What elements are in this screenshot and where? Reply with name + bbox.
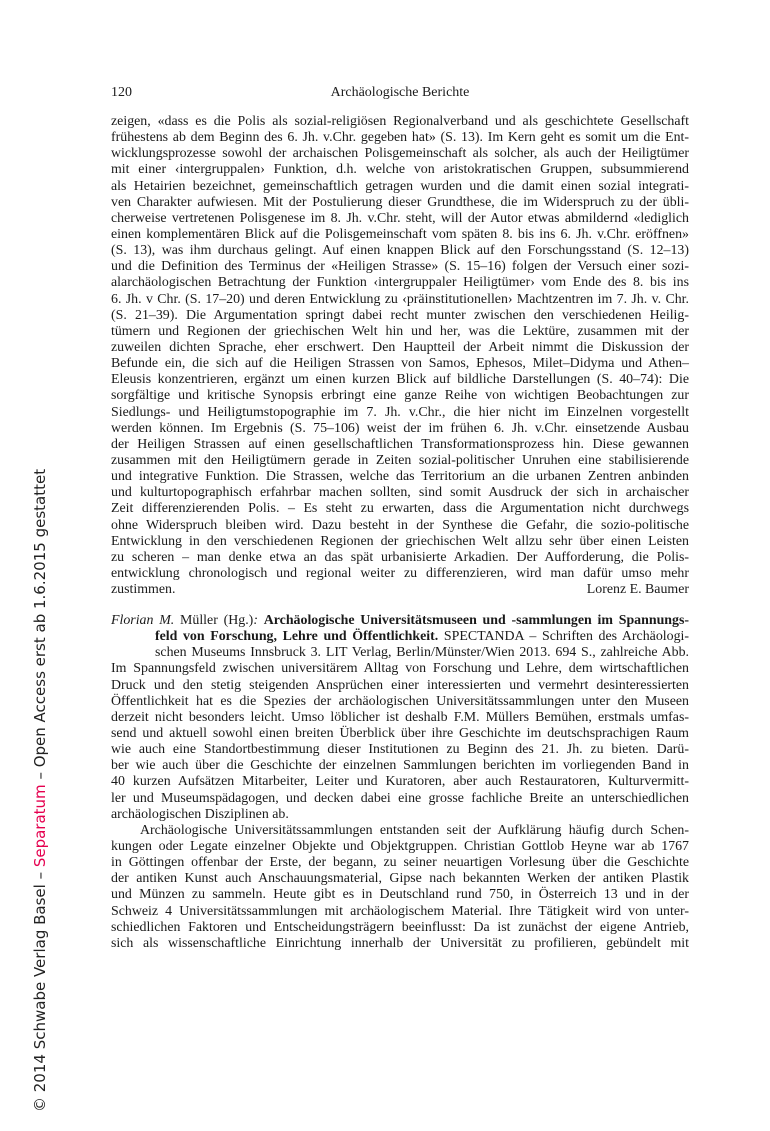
text-line: ven Charakter aufwiesen. Mit der Postulierung dieser Grundthese, die im Widerspruch zu der übli- xyxy=(111,194,689,210)
text-line: der antiken Kunst auch Anschauungsmaterial, Gipse nach bekannten Werken der antiken Plastik xyxy=(111,871,689,887)
text-line: Siedlungs- und Heiligtumstopographie im 7. Jh. v.Chr., die hier nicht im Einzelnen vorgestellt xyxy=(111,404,689,420)
text-line: wie auch eine Standortbestimmung dieser Institutionen zu Beginn des 21. Jh. zu bieten. Darü- xyxy=(111,742,689,758)
text-line: frühestens ab dem Beginn des 6. Jh. v.Chr. gegeben hat» (S. 13). Im Kern geht es somit um die Ent- xyxy=(111,130,689,146)
text-line: 6. Jh. v Chr. (S. 17–20) und deren Entwicklung zu ‹präinstitutionellen› Machtzentren im 7. Jh. v. Chr. xyxy=(111,291,689,307)
text-line: (S. 13), was ihm durchaus gelingt. Auf einen knappen Blick auf den Forschungsstand (S. 12–13) xyxy=(111,243,689,259)
text-line: werden können. Im Ergebnis (S. 75–106) weist der im frühen 6. Jh. v.Chr. einsetzende Ausbau xyxy=(111,420,689,436)
text-line: send und aktuell sowohl einen breiten Überblick über ihre Geschichte im deutschsprachigen Raum xyxy=(111,725,689,741)
text-line: wicklungsprozesse sowohl der archaischen Polisgemeinschaft als solcher, als auch der Heiligtümer xyxy=(111,146,689,162)
citation-author-first: Florian M. xyxy=(111,613,175,628)
text-line: mit einer ‹intergruppalen› Funktion, d.h. welche von aristokratischen Gruppen, subsummierend xyxy=(111,162,689,178)
citation-title: Archäologische Universitätsmuseen und -sammlungen im Spannungs- xyxy=(263,613,689,628)
text-line: Im Spannungsfeld zwischen universitärem Alltag von Forschung und Lehre, dem wirtschaftlichen xyxy=(111,661,689,677)
closing-text: zustimmen. xyxy=(111,582,176,598)
reviewer-signature: Lorenz E. Baumer xyxy=(586,582,689,598)
text-line: einen komplementären Blick auf die Polisgemeinschaft vom späten 8. bis ins 6. Jh. v.Chr. eröffnen» xyxy=(111,226,689,242)
review-mueller-universitaetsmuseen xyxy=(111,613,689,952)
text-line: cherweise vertretenen Polisgenese im 8. Jh. v.Chr. steht, will der Autor etwas abmildernd «lediglich xyxy=(111,210,689,226)
text-line: 40 kurzen Aufsätzen Mitarbeiter, Leiter und Kuratoren, aber auch Restauratoren, Kulturvermitt- xyxy=(111,774,689,790)
review-lorenz-baumer xyxy=(111,114,689,598)
text-line: Zeit differenzierenden Polis. – Es steht zu erwarten, dass die Argumentation nicht durchwegs xyxy=(111,501,689,517)
text-line: Befunde ein, die sich auf die Heiligen Strassen von Samos, Ephesos, Milet–Didyma und Athen– xyxy=(111,356,689,372)
citation-colon: : xyxy=(253,613,258,628)
text-line: zu scheren – man denke etwa an das spät urbanisierte Arkadien. Der Aufforderung, die Polis- xyxy=(111,549,689,565)
running-title: Archäologische Berichte xyxy=(330,85,470,100)
copyright-suffix: – Open Access erst ab 1.6.2015 gestattet xyxy=(31,468,49,785)
review-body xyxy=(111,114,689,582)
citation-series: SPECTANDA – Schriften des Archäologi- xyxy=(443,629,689,645)
text-line: tümern und Regionen der griechischen Welt hin und her, was die Lektüre, zusammen mit der xyxy=(111,323,689,339)
review-paragraph-1 xyxy=(111,661,689,822)
text-line: sorgfältige und kritische Synopsis erbringt eine ganze Reihe von wichtigen Beobachtungen zur xyxy=(111,388,689,404)
text-line: entwicklung chronologisch und regional weiter zu differenzieren, wird man dafür umso mehr xyxy=(111,565,689,581)
text-line: der Heiligen Strassen auf einen gesellschaftlichen Transformationsprozess hin. Diese gewannen xyxy=(111,436,689,452)
text-line: ber wie auch über die Geschichte der einzelnen Sammlungen berichten im vorliegenden Band in xyxy=(111,758,689,774)
text-line: sich als wissenschaftliche Einrichtung innerhalb der Universität zu profilieren, gebündelt mit xyxy=(111,935,689,951)
text-line: Eleusis konzentrieren, ergänzt um einen kurzen Blick auf bildliche Darstellungen (S. 40–74): Die xyxy=(111,372,689,388)
text-line: Öffentlichkeit hat es die Spezies der archäologischen Universitätssammlungen unter den Museen xyxy=(111,693,689,709)
review-paragraph-2 xyxy=(111,823,689,952)
text-line: Druck und den stetig steigenden Ansprüchen einer interessierten und vermehrt desinteressierten xyxy=(111,677,689,693)
copyright-notice xyxy=(30,468,50,1112)
text-line: kungen oder Legate einzelner Objekte und Objektgruppen. Christian Gottlob Heyne war ab 1767 xyxy=(111,838,689,854)
citation-line-3: schen Museums Innsbruck 3. LIT Verlag, Berlin/Münster/Wien 2013. 694 S., zahlreiche Abb. xyxy=(155,645,689,661)
text-line: ler und Museumspädagogen, und decken dabei eine grosse fachliche Breite an unterschiedlichen xyxy=(111,790,689,806)
text-line: schiedlichen Faktoren und Entscheidungsträgern beeinflusst: Da ist zunächst der eigene Antrieb, xyxy=(111,919,689,935)
text-line: (S. 21–39). Die Argumentation springt dabei recht munter zwischen den verschiedenen Heilig- xyxy=(111,307,689,323)
citation-line-2 xyxy=(111,629,689,645)
text-line: und die Definition des Terminus der «Heiligen Strasse» (S. 15–16) folgen der Versuch einer sozi- xyxy=(111,259,689,275)
text-line: derzeit nicht besonders leicht. Umso löblicher ist deshalb F.M. Müllers Bemühen, erstmals umfas- xyxy=(111,709,689,725)
running-header xyxy=(111,85,689,101)
text-line: archäologischen Disziplinen ab. xyxy=(111,806,289,822)
text-line: zeigen, «dass es die Polis als sozial-religiösen Regionalverband und als geschichtete Gesellschaft xyxy=(111,114,689,129)
text-line: Archäologische Universitätssammlungen entstanden seit der Aufklärung häufig durch Schen- xyxy=(140,822,689,838)
text-line: zusammen mit den Heiligtümern gerade in Zeiten sozial-politischer Unruhen eine stabilisierende xyxy=(111,452,689,468)
text-line: Entwicklung in den verschiedenen Regionen der griechischen Welt allzu sehr über einen Leisten xyxy=(111,533,689,549)
citation-title-cont: feld von Forschung, Lehre und Öffentlichkeit. xyxy=(155,629,439,645)
citation-line-1 xyxy=(111,613,689,629)
text-line: und kulturtopographisch erfahrbar machen sollten, sind somit Ausdruck der sich in archaischer xyxy=(111,485,689,501)
text-line: Schweiz 4 Universitätssammlungen mit archäologischem Material. Ihre Tätigkeit wird von unter- xyxy=(111,903,689,919)
separatum-label: Separatum xyxy=(31,784,49,868)
text-line: alarchäologischen Betrachtung der Funktion ‹intergruppaler Heiligtümer› vom Ende des 8. bis ins xyxy=(111,275,689,291)
text-line: als Hetairien bezeichnet, gemeinschaftlich getragen wurden und die damit einen sozial integrati- xyxy=(111,178,689,194)
text-line: in Göttingen offenbar der Erste, der begann, zu seiner neuartigen Vorlesung über die Geschichte xyxy=(111,855,689,871)
page-number: 120 xyxy=(111,85,132,100)
citation-author-last: Müller (Hg.) xyxy=(180,613,254,628)
review-closing-line xyxy=(111,582,689,598)
copyright-prefix: © 2014 Schwabe Verlag Basel – xyxy=(31,867,49,1112)
text-line: und Münzen zu sammeln. Heute gibt es in Deutschland rund 750, in Österreich 13 und in der xyxy=(111,887,689,903)
text-line: und integrative Funktion. Die Strassen, welche das Territorium an die urbanen Zentren anbinden xyxy=(111,469,689,485)
text-line: ohne Widerspruch bleiben wird. Dazu besteht in der Synthese die Gefahr, die sozio-politische xyxy=(111,517,689,533)
text-line: zuweilen dichten Sprache, eher erschwert. Den Hauptteil der Arbeit nimmt die Diskussion der xyxy=(111,339,689,355)
